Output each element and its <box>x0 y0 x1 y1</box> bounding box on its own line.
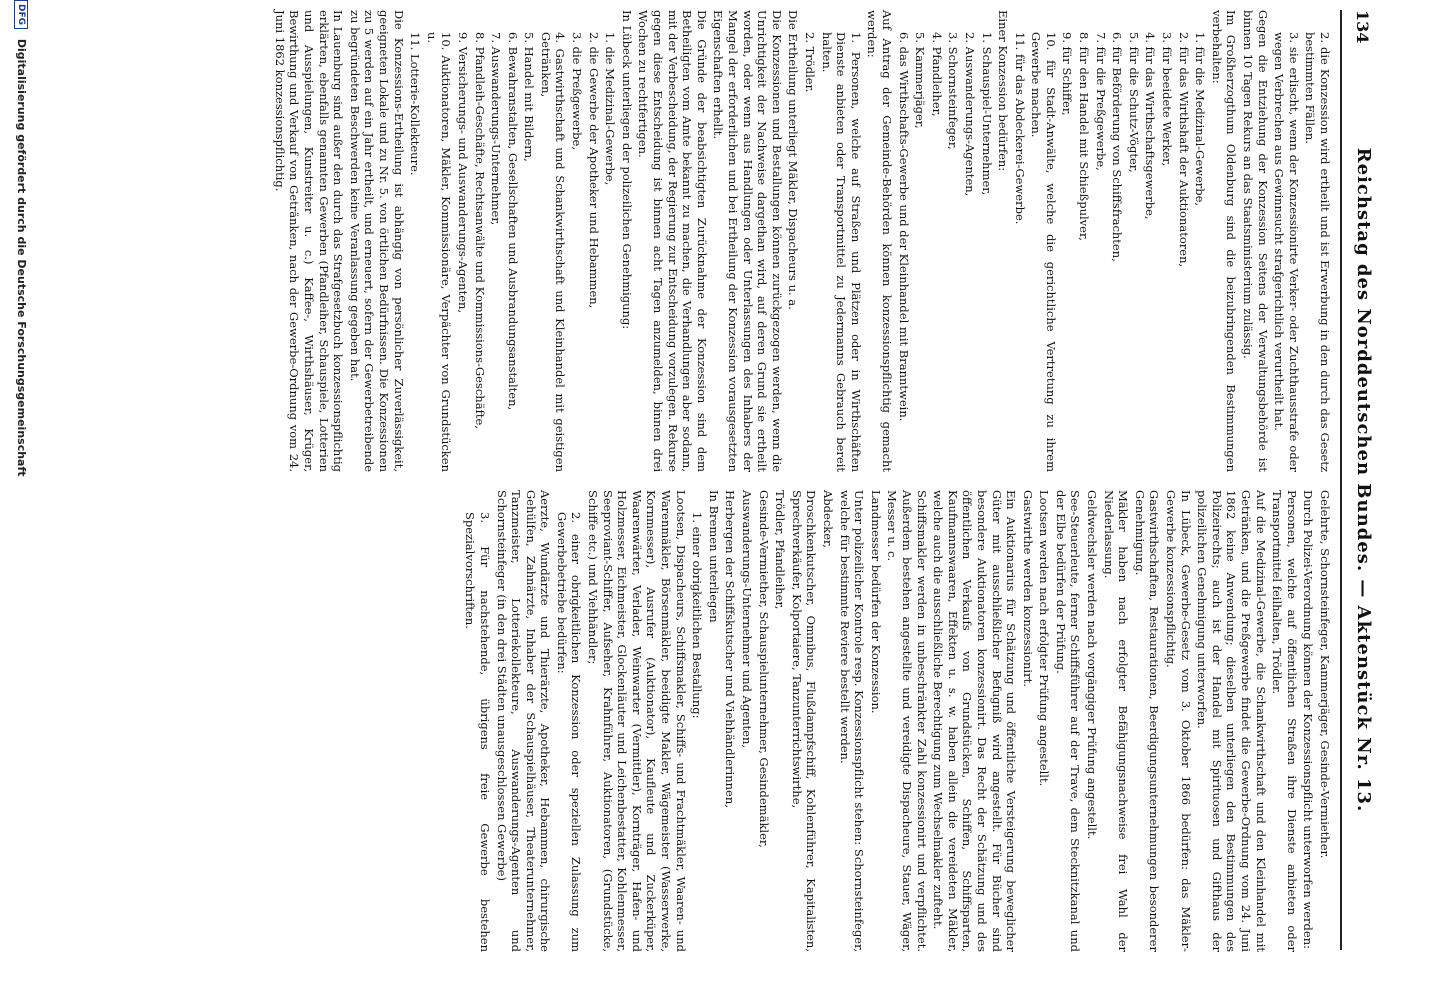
text-paragraph: Gegen die Entziehung der Konzession Seitens der Verwaltungsbehörde ist binnen 10 Tagen Rekurs an das Staatsministerium zulässig. <box>1241 10 1270 472</box>
text-paragraph: 9. Versicherungs- und Auswanderungs-Agenten, <box>455 32 470 314</box>
text-paragraph: 3. Für nachstehende, übrigens freie Gewerbe bestehen Spezialvorschriften. <box>463 512 492 952</box>
text-paragraph: In Bremen unterliegen <box>706 490 721 623</box>
page-title: Reichstag des Norddeutschen Bundes. — Aktenstück Nr. 13. <box>1353 147 1374 813</box>
right-text-column <box>461 490 1332 952</box>
text-paragraph: In Lauenburg sind außer den durch das Strafgesetzbuch konzessionspflichtig erklärten, ebenfalls genannten Gewerben (Pfandleiher, Schauspiele, Lotterien und Ausspielungen, Kunstreiter u. c.) Kaffee-, Wirthshäuser, Krüger, Bewirthung und Verkauf von Getränken, nach der Gewerbe-Ordnung vom 24. Juni 1862 konzessionspflichtig. <box>272 10 346 472</box>
text-paragraph: Gesinde-Vermiether, Schauspielunternehmer, Gesindemäkler, <box>756 490 771 848</box>
text-paragraph: 7. für die Preßgewerbe, <box>1093 32 1108 171</box>
text-paragraph: 1. die Medizinal-Gewerbe, <box>603 32 618 186</box>
text-paragraph: Einer Konzession bedürfen: <box>996 10 1011 172</box>
text-paragraph: 3. für beeidete Werker, <box>1160 32 1175 167</box>
running-head <box>1340 10 1382 950</box>
text-paragraph: Mäkler haben nach erfolgter Befähigungsnachweise frei Wahl der Niederlassung. <box>1101 490 1131 952</box>
page-number: 134 <box>1353 10 1372 44</box>
text-paragraph: 10. Auktionatoren, Mäkler, Kommissionäre, Verpächter von Grundstücken u. <box>424 32 454 472</box>
text-paragraph: 8. Pfandleih-Geschäfte, Rechtsanwälte und Kommissions-Geschäfte, <box>472 32 487 429</box>
text-paragraph: 1. für die Medizinal-Gewerbe, <box>1193 32 1208 207</box>
text-paragraph: Die Konzessions-Ertheilung ist abhängig von persönlicher Zuverlässigkeit, geeigneten Lokale und zu Nr. 5. von örtlichen Bedürfnissen. Die Konzessionen zu 5 werden auf ein Jahr ertheilt, und erneuert, sofern der Gewerbetreibende zu begründeten Beschwerden keine Veranlassung gegeben hat. <box>347 10 406 472</box>
text-paragraph: Aerzte, Wundärzte und Thierärzte, Apotheker, Hebammen, chirurgische Gehülfen, Zahnärzte, Inhaber der Schauspielhäuser, Theaterunternehmer, Tanzmeister, Lotteriekollekteure, Auswanderungs-Agenten und Schornsteinfeger (in den drei Städten unausgeschlossen Gewerbe) <box>494 490 553 952</box>
text-paragraph: In Lübeck, Gewerbe-Gesetz vom 3. Oktober 1866 bedürfen: das Mäkler-Gewerbe konzessionspflichtig. <box>1164 490 1193 952</box>
text-paragraph: 4. Pfandleiher, <box>929 32 944 117</box>
text-paragraph: Gelehrte, Schornsteinfeger, Kammerjäger, Gesinde-Vermiether. <box>1318 490 1332 859</box>
text-paragraph: 2. die Gewerbe der Apotheker und Hebammen, <box>586 32 601 309</box>
text-paragraph: Droschkenkutscher, Omnibus, Flußdampfschiff, Kohlenführer, Kapitalisten, Sprechverkäufer, Kolportaiere, Tanzunterrichtswirthe, <box>789 490 819 952</box>
text-paragraph: 2. Auswanderungs-Agenten, <box>962 32 977 197</box>
text-paragraph: 11. Lotterie-Kollekteure. <box>408 32 423 176</box>
text-paragraph: Gastwirthe werden konzessionirt. <box>1020 490 1035 687</box>
text-paragraph: 9. für Schiffer, <box>1060 32 1075 116</box>
text-paragraph: Schiffsmakler werden in unbeschränkter Zahl konzessionirt und verpflichtet. Außerdem bestehen angestellte und vereidigte Dispacheure, Stauer, Wäger, Messer u. c. <box>885 490 929 952</box>
text-paragraph: 2. für das Wirthshaft der Auktionatoren, <box>1176 32 1191 268</box>
text-paragraph: 2. Trödler. <box>803 32 817 93</box>
text-paragraph: 1. Personen, welche auf Straßen und Plätzen oder in Wirthschäften Dienste anbieten oder Transportmittel zu Jedermanns Gebrauch bereit halten. <box>819 32 863 472</box>
text-paragraph: 2. die Konzession wird ertheilt und ist Erwerbung in den durch das Gesetz bestimmten Fällen. <box>1303 32 1332 472</box>
text-paragraph: 4. Gastwirthschaft und Schankwirthschaft und Kleinhandel mit geistigen Getränken, <box>538 32 568 472</box>
text-paragraph: Im Großherzogthum Oldenburg sind die beizubringenden Bestimmungen verbehalten: <box>1209 10 1239 472</box>
text-paragraph: 6. Bewahranstalten, Gesellschaften und Ausbrandungsanstalten, <box>505 32 520 411</box>
text-paragraph: 6. das Wirthschafts-Gewerbe und der Kleinhandel mit Branntwein. <box>896 32 911 422</box>
text-paragraph: 5. Kammerjäger, <box>913 32 928 129</box>
text-paragraph: Personen, welche auf öffentlichen Straßen ihre Dienste anbieten oder Transportmittel feilhalten, Trödler. <box>1270 490 1299 952</box>
text-paragraph: Durch Polizei-Verordnung können der Konzessionspflicht unterworfen werden: <box>1301 490 1316 949</box>
text-paragraph: 1. Schauspiel-Unternehmer, <box>979 32 994 196</box>
text-paragraph: 7. Auswanderungs-Unternehmer, <box>489 32 504 226</box>
dfg-logo: DFG <box>14 0 28 29</box>
text-paragraph: 3. Schornsteinfeger, <box>946 32 961 150</box>
text-paragraph: Unter polizeilicher Kontrole resp. Konzessionspflicht stehen: Schornsteinfeger, welche für bestimmte Reviere bestellt werden. <box>837 490 867 952</box>
text-paragraph: Herbergen der Schiffskutscher und Viehhändlerinnen, <box>723 490 738 808</box>
text-paragraph: 11. für das Abdeckerei-Gewerbe. <box>1012 32 1027 225</box>
text-paragraph: Trödler, Pfandleiher, <box>773 490 788 610</box>
text-paragraph: Lootsen, Dispacheurs, Schiffsmakler, Schiffs- und Frachtmäkler, Waaren- und Warenmäkler, Börsenmäkler, beeidigte Makler, Wägemeister (Wasserwerke, Kornmesser), Ausrufer (Auktionator), Kaufleute und Zuckerküper, Waarenwärter, Verlader, Weinwarter (Vermittler), Kornträger, Hafen- und Holzmesser, Eichmeister, Glockenläuter und Leichenbestatter, Kohlenmesser, Seeproviant-Schiffer, Aufseher, Krahnführer, Auktionatoren, (Grundstücke, Schiffe etc.) und Viehhändler; <box>586 490 688 952</box>
text-paragraph: Die Konzessionen und Bestallungen können zurückgezogen werden, wenn die Unrichtigkeit der Nachweise dargethan wird, auf deren Grund sie ertheilt worden, oder wenn aus Handlungen oder Unterlassungen des Inhabers der Mangel der erforderlichen und bei Ertheilung der Konzession vorausgesetzten Eigenschaften erhellt. <box>711 10 784 472</box>
text-paragraph: Auswanderungs-Unternehmer und Agenten, <box>740 490 755 749</box>
footer-text: Digitalisierung gefördert durch die Deutsche Forschungsgemeinschaft <box>15 38 28 477</box>
text-paragraph: 10. für Stadt-Anwälte, welche die gerichtliche Vertretung zu ihrem Gewerbe machen. <box>1029 32 1058 472</box>
text-paragraph: Lootsen werden nach erfolgter Prüfung angestellt. <box>1037 490 1052 787</box>
text-paragraph: Ein Auktionarius für Schätzung und öffentliche Versteigerung beweglicher Güter mit ausschließlicher Befugniß wird angestellt. Für Bücher sind besondere Auktionatoren konzessionirt. Das Recht der Schätzung und des öffentlichen Verkaufs von Grundstücken, Schiffen, Schiffsparten, Kaufmannswaaren, Effekten u. s. w. haben allein die vereideten Mäkler, welche auch die ausschließliche Berechtigung zum Wechselmakler zufteht. <box>931 490 1019 952</box>
text-paragraph: 3. die Preßgewerbe, <box>570 32 585 150</box>
text-paragraph: Auf Antrag der Gemeinde-Behörden können konzessionspflichtig gemacht werden: <box>865 10 894 472</box>
text-paragraph: Geldwechsler werden nach vorgängiger Prüfung angestellt. <box>1085 490 1100 840</box>
text-paragraph: 6. für Beförderung von Schiffsfrachten, <box>1110 32 1125 262</box>
text-paragraph: Landmesser bedürfen der Konzession. <box>868 490 883 714</box>
text-paragraph: 2. einer obrigkeitlichen Konzession oder speziellen Zulassung zum Gewerbebetriebe bedürfen: <box>554 512 584 952</box>
funding-footer <box>4 0 28 1000</box>
text-paragraph: 5. Handel mit Bildern, <box>522 32 537 162</box>
text-paragraph: 3. sie erlischt, wenn der Konzessionirte Verker- oder Zuchthausstrafe oder wegen Verbrechen aus Gewinnsucht strafgerichtlich verurtheilt hat. <box>1272 32 1301 472</box>
left-text-column <box>270 10 1332 472</box>
text-paragraph: 4. für das Wirthschaftsgewerbe, <box>1143 32 1158 220</box>
text-paragraph: 1. einer obrigkeitlichen Bestallung: <box>690 512 705 719</box>
text-paragraph: See-Steuerleute, ferner Schiffsführer auf der Trave, dem Stecknitzkanal und der Elbe bedürfen der Prüfung. <box>1053 490 1083 952</box>
text-paragraph: 5. für die Schutz-Vögter, <box>1126 32 1141 173</box>
text-paragraph: Abdecker, <box>821 490 835 548</box>
text-paragraph: Die Ertheilung unterliegt Mäkler, Dispacheurs u. a. <box>786 10 801 310</box>
text-paragraph: Auf die Medizinal-Gewerbe, die Schankwirthschaft und den Kleinhandel mit Getränken, und die Preßgewerbe findet die Gewerbe-Ordnung vom 24. Juni 1862 keine Anwendung; dieselben unterliegen den Bestimmungen des Polizeirechts; auch ist der Handel mit Spirituosen und Gifthaus der polizeilichen Genehmigung unterworfen. <box>1195 490 1268 952</box>
text-paragraph: In Lübeck unterliegen der polizeilichen Genehmigung: <box>619 10 634 330</box>
text-paragraph: Gastwirthschaften, Restaurationen, Beerdigungsunternehmungen besonderer Genehmigung. <box>1132 490 1162 952</box>
text-paragraph: 8. für den Handel mit Schießpulver, <box>1077 32 1092 241</box>
text-paragraph: Die Gründe der beabsichtigten Zurücknahme der Konzession sind dem Betheiligten vom Amte bekannt zu machen, die Verhandlungen aber sodann, mit der Verbescheidung, der Regierung zur Entscheidung vorzulegen. Rekurse gegen diese Entscheidung ist binnen acht Tagen anzumelden, binnen drei Wochen zu rechtfertigen. <box>636 10 709 472</box>
